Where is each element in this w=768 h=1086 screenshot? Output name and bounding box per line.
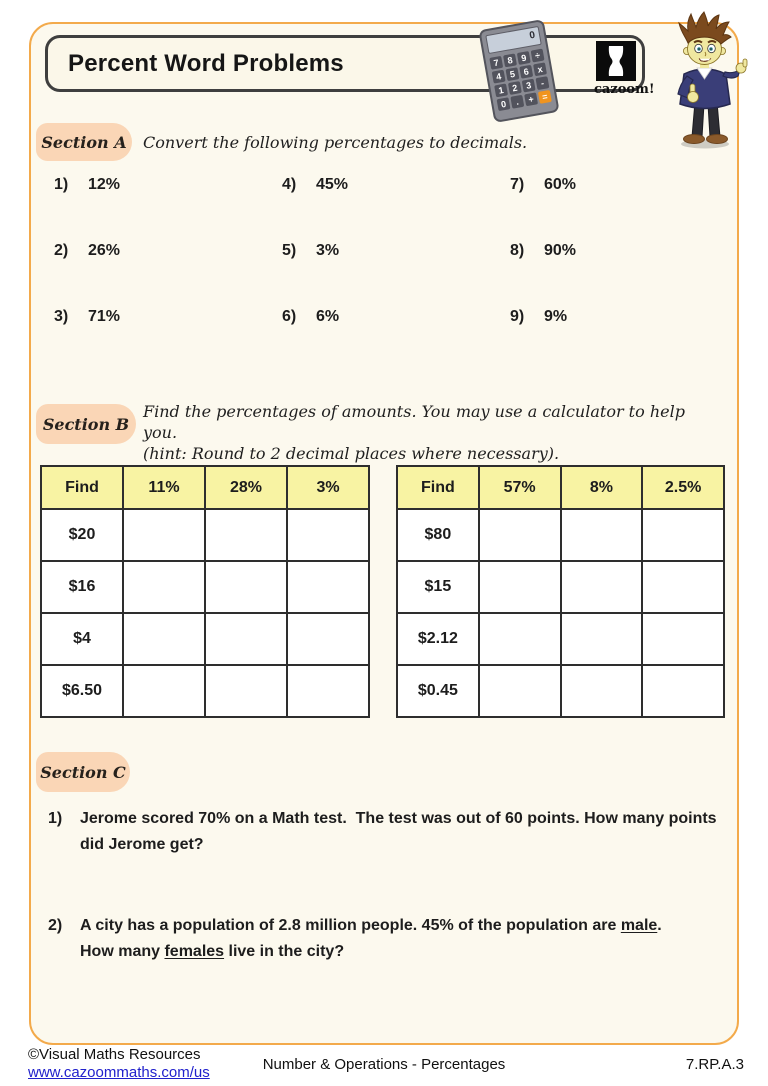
problem-value: 90% <box>544 242 577 259</box>
row-label: $20 <box>41 509 123 561</box>
problem-line <box>80 913 740 939</box>
section-a-label: Section A <box>36 123 132 161</box>
word-problem-1 <box>48 806 740 858</box>
answer-cell <box>642 613 724 665</box>
problem-text-segment: . <box>657 917 662 934</box>
answer-cell <box>123 665 205 717</box>
underlined-word: male <box>620 917 658 934</box>
problem-a4 <box>282 176 510 242</box>
problem-value: 6% <box>316 308 340 325</box>
problem-number: 6) <box>282 308 297 325</box>
answer-cell <box>561 665 643 717</box>
row-label: $15 <box>397 561 479 613</box>
table-row <box>41 665 369 717</box>
column-header: 11% <box>123 466 205 509</box>
problem-value: 71% <box>88 308 121 325</box>
website-link[interactable]: www.cazoommaths.com/us <box>28 1064 210 1081</box>
standard-code: 7.RP.A.3 <box>685 1056 744 1073</box>
answer-cell <box>642 509 724 561</box>
calc-key: 7 <box>489 56 503 70</box>
calc-key: 0 <box>497 97 511 111</box>
table-row <box>397 665 724 717</box>
calc-key: - <box>536 76 550 90</box>
underlined-word: females <box>164 943 225 960</box>
answer-cell <box>479 665 561 717</box>
row-label: $16 <box>41 561 123 613</box>
answer-cell <box>287 509 369 561</box>
problem-a1 <box>54 176 282 242</box>
title-box <box>45 35 645 92</box>
problem-number: 5) <box>282 242 297 259</box>
problem-number: 8) <box>510 242 525 259</box>
problem-line: Jerome scored 70% on a Math test. The test was out of 60 points. How many points <box>80 810 717 827</box>
percentages-table-1 <box>40 465 370 718</box>
calc-key: x <box>533 62 547 76</box>
problem-number: 2) <box>48 917 63 934</box>
answer-cell <box>479 509 561 561</box>
problem-text-segment: How many <box>80 943 165 960</box>
answer-cell <box>205 613 287 665</box>
section-c-label: Section C <box>36 752 130 792</box>
calc-equals-key: = <box>538 90 552 104</box>
calc-key: 2 <box>508 81 522 95</box>
column-header: 2.5% <box>642 466 724 509</box>
problem-line <box>80 939 740 965</box>
problem-text-segment: live in the city? <box>224 943 345 960</box>
problem-a7 <box>510 176 738 242</box>
table-row <box>397 561 724 613</box>
answer-cell <box>205 509 287 561</box>
problem-a9 <box>510 308 738 374</box>
column-header: 3% <box>287 466 369 509</box>
footer-topic: Number & Operations - Percentages <box>262 1056 506 1073</box>
answer-cell <box>287 561 369 613</box>
calculator-keypad <box>489 49 552 112</box>
table-row <box>397 509 724 561</box>
cazoom-glass-icon <box>596 41 636 81</box>
problem-line: did Jerome get? <box>80 836 204 853</box>
answer-cell <box>205 561 287 613</box>
cazoom-logo <box>594 41 655 97</box>
column-header: 8% <box>561 466 643 509</box>
section-a-instruction: Convert the following percentages to decimals. <box>143 133 528 152</box>
problem-a2 <box>54 242 282 308</box>
row-label: $0.45 <box>397 665 479 717</box>
calc-key: 4 <box>492 70 506 84</box>
calculator-display: 0 <box>485 26 541 54</box>
calc-key: 3 <box>522 79 536 93</box>
table-header-row <box>41 466 369 509</box>
problem-value: 9% <box>544 308 568 325</box>
problem-a8 <box>510 242 738 308</box>
problem-text <box>80 806 740 858</box>
row-label: $6.50 <box>41 665 123 717</box>
answer-cell <box>561 509 643 561</box>
answer-cell <box>561 613 643 665</box>
calc-key: . <box>510 95 524 109</box>
problem-text-segment: A city has a population of 2.8 million people. 45% of the population are <box>80 917 621 934</box>
section-a-problems <box>54 176 744 374</box>
problem-number: 7) <box>510 176 525 193</box>
cazoom-logo-text: cazoom! <box>594 82 655 97</box>
copyright-text: ©Visual Maths Resources <box>28 1046 201 1063</box>
problem-number: 2) <box>54 242 69 259</box>
table-row <box>41 509 369 561</box>
calc-key: 5 <box>506 67 520 81</box>
problem-number: 4) <box>282 176 297 193</box>
column-header: 28% <box>205 466 287 509</box>
problem-text <box>80 913 740 965</box>
section-b-instruction-line1: Find the percentages of amounts. You may use a calculator to help you. <box>143 402 685 442</box>
problem-a3 <box>54 308 282 374</box>
answer-cell <box>123 561 205 613</box>
answer-cell <box>123 613 205 665</box>
column-header: Find <box>397 466 479 509</box>
answer-cell <box>561 561 643 613</box>
calc-key: + <box>524 92 538 106</box>
calc-key: 9 <box>517 51 531 65</box>
problem-a6 <box>282 308 510 374</box>
table-row <box>397 613 724 665</box>
cartoon-boy-mascot <box>650 10 760 154</box>
word-problem-2 <box>48 913 740 965</box>
calc-key: 8 <box>503 53 517 67</box>
table-header-row <box>397 466 724 509</box>
problem-value: 60% <box>544 176 577 193</box>
row-label: $4 <box>41 613 123 665</box>
row-label: $2.12 <box>397 613 479 665</box>
row-label: $80 <box>397 509 479 561</box>
problem-number: 1) <box>54 176 69 193</box>
percentages-table-2 <box>396 465 725 718</box>
column-header: Find <box>41 466 123 509</box>
answer-cell <box>642 665 724 717</box>
answer-cell <box>479 561 561 613</box>
calc-key: 6 <box>519 65 533 79</box>
answer-cell <box>123 509 205 561</box>
calc-key: ÷ <box>531 49 545 63</box>
answer-cell <box>642 561 724 613</box>
problem-value: 45% <box>316 176 349 193</box>
problem-number: 1) <box>48 810 63 827</box>
answer-cell <box>287 613 369 665</box>
answer-cell <box>205 665 287 717</box>
problem-value: 26% <box>88 242 121 259</box>
table-row <box>41 561 369 613</box>
problem-number: 3) <box>54 308 69 325</box>
section-b-instruction <box>143 401 723 464</box>
problem-number: 9) <box>510 308 525 325</box>
problem-value: 12% <box>88 176 121 193</box>
answer-cell <box>479 613 561 665</box>
column-header: 57% <box>479 466 561 509</box>
table-row <box>41 613 369 665</box>
section-b-label: Section B <box>36 404 136 444</box>
section-b-instruction-line2: (hint: Round to 2 decimal places where necessary). <box>143 444 560 463</box>
problem-value: 3% <box>316 242 340 259</box>
answer-cell <box>287 665 369 717</box>
page-title: Percent Word Problems <box>68 49 344 77</box>
calc-key: 1 <box>494 83 508 97</box>
problem-a5 <box>282 242 510 308</box>
